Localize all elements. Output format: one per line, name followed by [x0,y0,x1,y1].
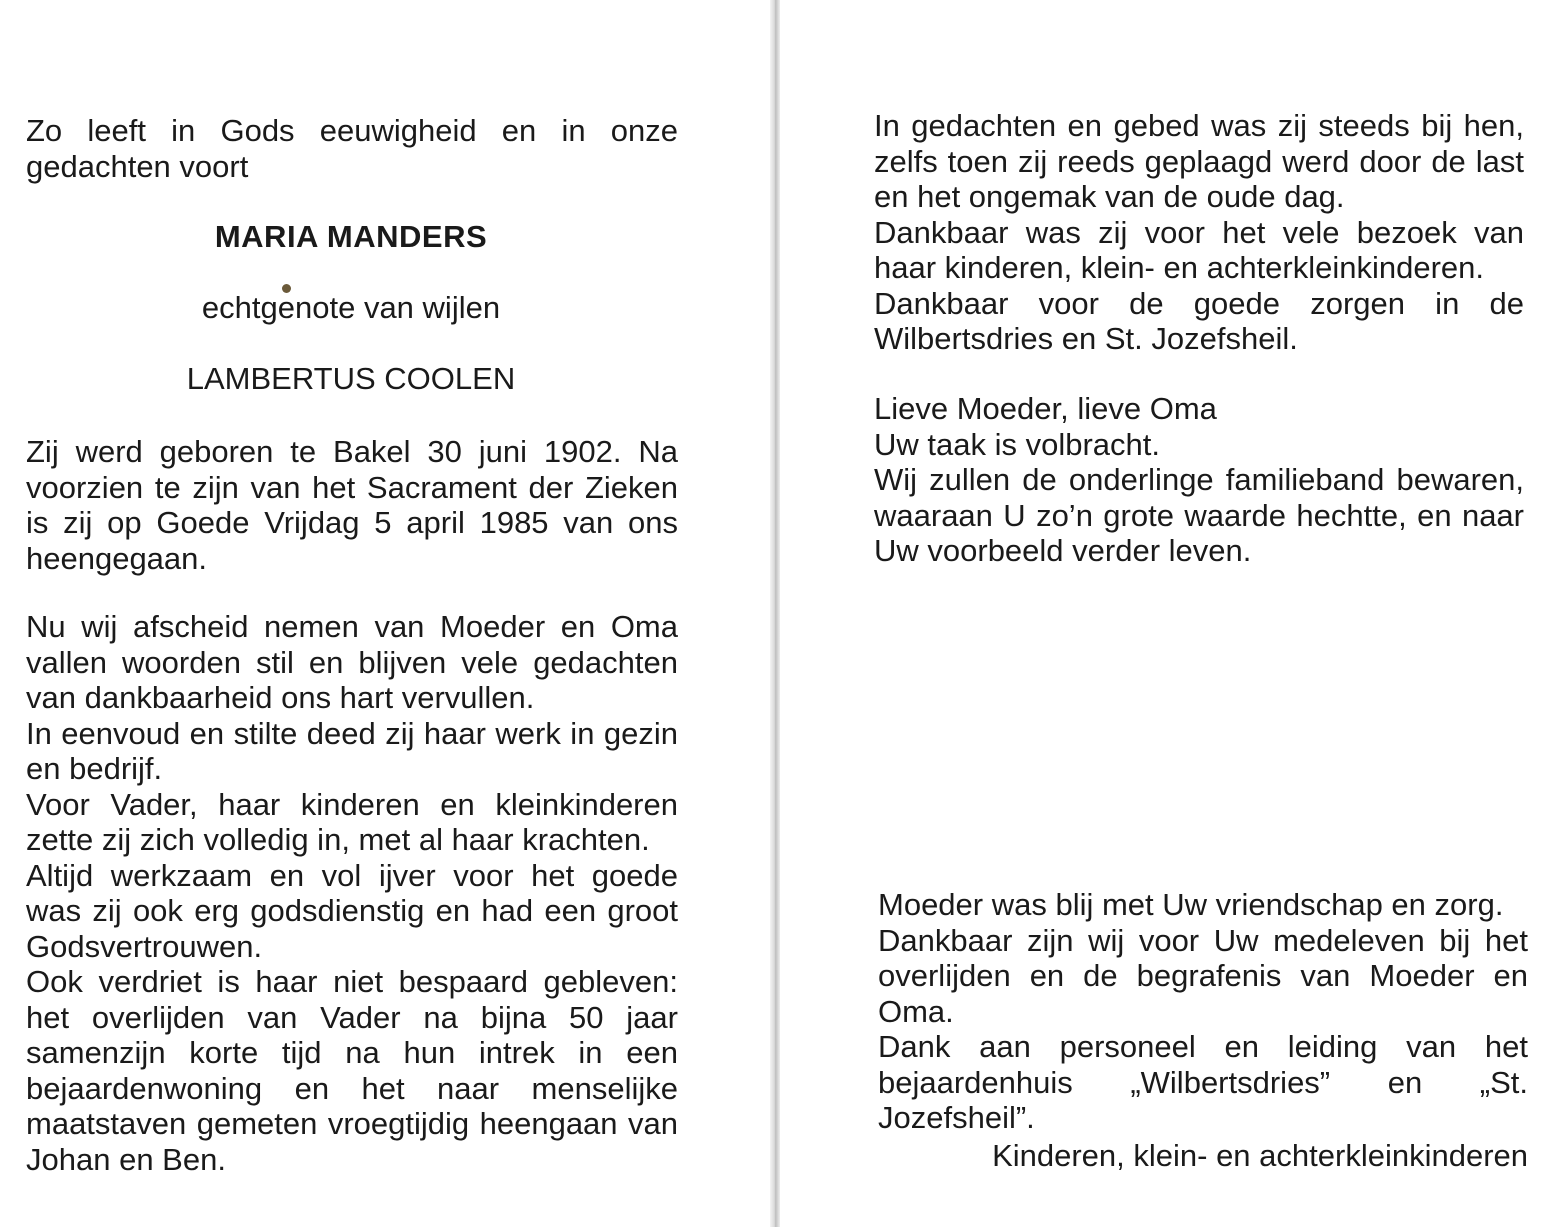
thanks-paragraph: Dankbaar zijn wij voor Uw medeleven bij het overlijden en de begrafenis van Moeder en Oma. [878,922,1528,1029]
tribute-paragraph: Ook verdriet is haar niet bespaard gebleven: het overlijden van Vader na bijna 50 jaar samenzijn korte tijd na hun intrek in een bejaardenwoning en het naar menselijke maatstaven gemeten vroegtijdig heengaan van Johan en Ben. [26,964,678,1177]
tribute-paragraph: In eenvoud en stilte deed zij haar werk in gezin en bedrijf. [26,715,678,786]
birth-death-paragraph: Zij werd geboren te Bakel 30 juni 1902. Na voorzien te zijn van het Sacrament der Zieken is zij op Goede Vrijdag 5 april 1985 van ons heengegaan. [26,434,678,576]
opening-verse: Zo leeft in Gods eeuwigheid en in onze gedachten voort [26,113,678,184]
tribute-paragraph: Voor Vader, haar kinderen en kleinkinderen zette zij zich volledig in, met al haar krachten. [26,786,678,857]
thanks-text [878,887,1528,1136]
tribute-paragraph: Nu wij afscheid nemen van Moeder en Oma vallen woorden stil en blijven vele gedachten van dankbaarheid ons hart vervullen. [26,609,678,715]
memory-paragraph: Dankbaar voor de goede zorgen in de Wilbertsdries en St. Jozefsheil. [874,285,1524,356]
memories-text [874,108,1524,357]
thanks-paragraph: Dank aan personeel en leiding van het bejaardenhuis „Wilbertsdries” en „St. Jozefsheil”. [878,1029,1528,1135]
farewell-line: Wij zullen de onderlinge familieband bewaren, waaraan U zo’n grote waarde hechtte, en naar Uw voorbeeld verder leven. [874,462,1524,568]
deceased-name: MARIA MANDERS [214,219,488,254]
card-fold [770,0,780,1227]
tribute-paragraph: Altijd werkzaam en vol ijver voor het goede was zij ook erg godsdienstig en had een groot Godsvertrouwen. [26,857,678,964]
thanks-paragraph: Moeder was blij met Uw vriendschap en zorg. [878,887,1504,922]
farewell-line: Lieve Moeder, lieve Oma [874,391,1217,426]
signature: Kinderen, klein- en achterkleinkinderen [992,1138,1528,1173]
tribute-text [26,609,678,1177]
farewell-line: Uw taak is volbracht. [874,426,1160,462]
memory-paragraph: In gedachten en gebed was zij steeds bij hen, zelfs toen zij reeds geplaagd werd door de last en het ongemak van de oude dag. [874,108,1524,214]
memory-paragraph: Dankbaar was zij voor het vele bezoek van haar kinderen, klein- en achterkleinkinderen. [874,214,1524,285]
spouse-name: LAMBERTUS COOLEN [186,361,516,396]
farewell-text [874,391,1524,569]
relation-line: echtgenote van wijlen [201,290,501,325]
